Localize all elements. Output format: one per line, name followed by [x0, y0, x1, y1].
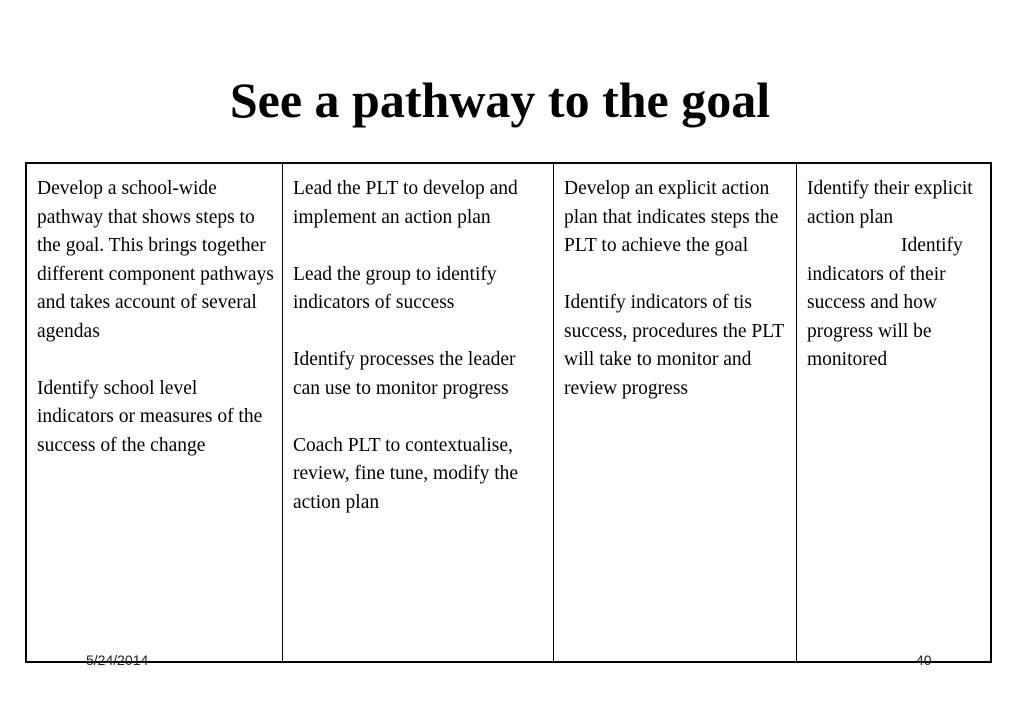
table-cell-text: Coach PLT to contextualise, review, fine tune, modify the action plan [293, 434, 519, 513]
pathway-table [25, 162, 992, 663]
slide-title: See a pathway to the goal [229, 72, 771, 128]
table-cell-text: Identify their explicit action plan [807, 178, 973, 228]
table-cell-text: Identify indicators of their success and how progress will be monitored [807, 235, 963, 370]
table-column-school [27, 164, 283, 661]
table-column-plt [554, 164, 797, 661]
table-column-individual [797, 164, 990, 661]
table-column-leader [283, 164, 554, 661]
footer-page-number: 40 [916, 652, 932, 668]
table-cell-text: Identify school level indicators or measures of the success of the change [37, 377, 263, 456]
table-cell-text: Identify indicators of tis success, procedures the PLT will take to monitor and review progress [564, 292, 784, 399]
footer-date: 5/24/2014 [86, 652, 149, 668]
table-cell-text: Identify processes the leader can use to monitor progress [293, 349, 516, 399]
table-cell-text: Lead the group to identify indicators of success [293, 263, 497, 313]
table-cell-text: Lead the PLT to develop and implement an action plan [293, 178, 518, 228]
table-cell-text: Develop an explicit action plan that indicates steps the PLT to achieve the goal [564, 178, 779, 256]
table-cell-text: Develop a school-wide pathway that shows steps to the goal. This brings together different component pathways and takes account of several agendas [37, 178, 274, 342]
